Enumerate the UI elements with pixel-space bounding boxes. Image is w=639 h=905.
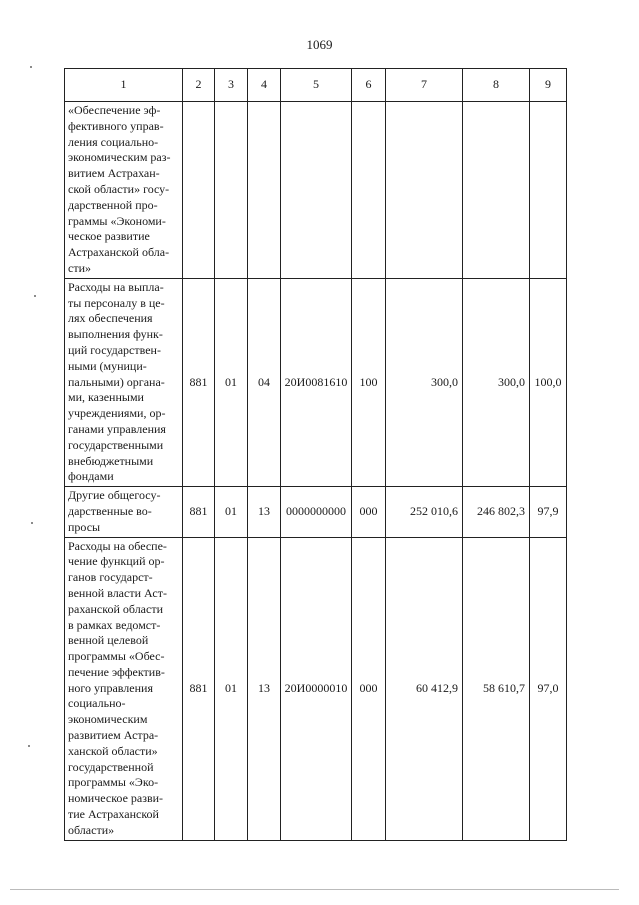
header-col-5: 5	[281, 69, 352, 102]
cell-col-4	[248, 102, 281, 279]
scan-speck	[28, 745, 30, 747]
header-col-1: 1	[65, 69, 183, 102]
cell-col-3	[215, 102, 248, 279]
scan-speck	[30, 66, 32, 68]
table-row	[65, 537, 567, 840]
cell-col-6: 000	[352, 537, 386, 840]
row-description: «Обеспечение эф- фективного управ- ления социально- экономическим раз- витием Астрахан- ской области» госу- дарственной про- граммы «Экономи- ческое развитие Астраханской обла- сти»	[65, 102, 183, 279]
cell-col-3: 01	[215, 537, 248, 840]
cell-col-6	[352, 102, 386, 279]
cell-col-6: 100	[352, 278, 386, 486]
cell-col-6: 000	[352, 487, 386, 537]
cell-col-9	[530, 102, 567, 279]
cell-col-7: 300,0	[386, 278, 463, 486]
table-row	[65, 487, 567, 537]
header-col-6: 6	[352, 69, 386, 102]
row-description: Расходы на обеспе- чение функций ор- ганов государст- венной власти Аст- раханской области в рамках ведомст- венной целевой программы «Обес- печение эффектив- ного управления социально- экономическим развитием Астра- ханской области» государственной программы «Эко- номическое разви- тие Астраханской области»	[65, 537, 183, 840]
cell-col-4: 04	[248, 278, 281, 486]
cell-col-9: 97,0	[530, 537, 567, 840]
table-row	[65, 278, 567, 486]
cell-col-8	[463, 102, 530, 279]
header-col-7: 7	[386, 69, 463, 102]
row-description: Другие общегосу- дарственные во- просы	[65, 487, 183, 537]
table-header	[65, 69, 567, 102]
scan-speck	[31, 522, 33, 524]
page-number: 1069	[306, 37, 333, 52]
cell-col-5	[281, 102, 352, 279]
cell-col-8: 58 610,7	[463, 537, 530, 840]
cell-col-3: 01	[215, 278, 248, 486]
cell-col-9: 97,9	[530, 487, 567, 537]
scan-edge-line	[10, 889, 619, 890]
row-description: Расходы на выпла- ты персоналу в це- лях обеспечения выполнения функ- ций государствен- ными (муници- пальными) органа- ми, казенными учреждениями, ор- ганами управления государственными внебюджетными фондами	[65, 278, 183, 486]
cell-col-4: 13	[248, 537, 281, 840]
cell-col-8: 300,0	[463, 278, 530, 486]
cell-col-7: 60 412,9	[386, 537, 463, 840]
header-row	[65, 69, 567, 102]
table-row	[65, 102, 567, 279]
header-col-3: 3	[215, 69, 248, 102]
cell-col-7	[386, 102, 463, 279]
table-body	[65, 102, 567, 841]
cell-col-2	[183, 102, 215, 279]
budget-table	[64, 68, 567, 841]
scan-speck	[34, 295, 36, 297]
cell-col-8: 246 802,3	[463, 487, 530, 537]
cell-col-5: 20И0000010	[281, 537, 352, 840]
cell-col-2: 881	[183, 537, 215, 840]
header-col-9: 9	[530, 69, 567, 102]
cell-col-2: 881	[183, 278, 215, 486]
cell-col-5: 20И0081610	[281, 278, 352, 486]
header-col-8: 8	[463, 69, 530, 102]
cell-col-5: 0000000000	[281, 487, 352, 537]
cell-col-9: 100,0	[530, 278, 567, 486]
cell-col-3: 01	[215, 487, 248, 537]
cell-col-7: 252 010,6	[386, 487, 463, 537]
header-col-2: 2	[183, 69, 215, 102]
cell-col-4: 13	[248, 487, 281, 537]
cell-col-2: 881	[183, 487, 215, 537]
header-col-4: 4	[248, 69, 281, 102]
